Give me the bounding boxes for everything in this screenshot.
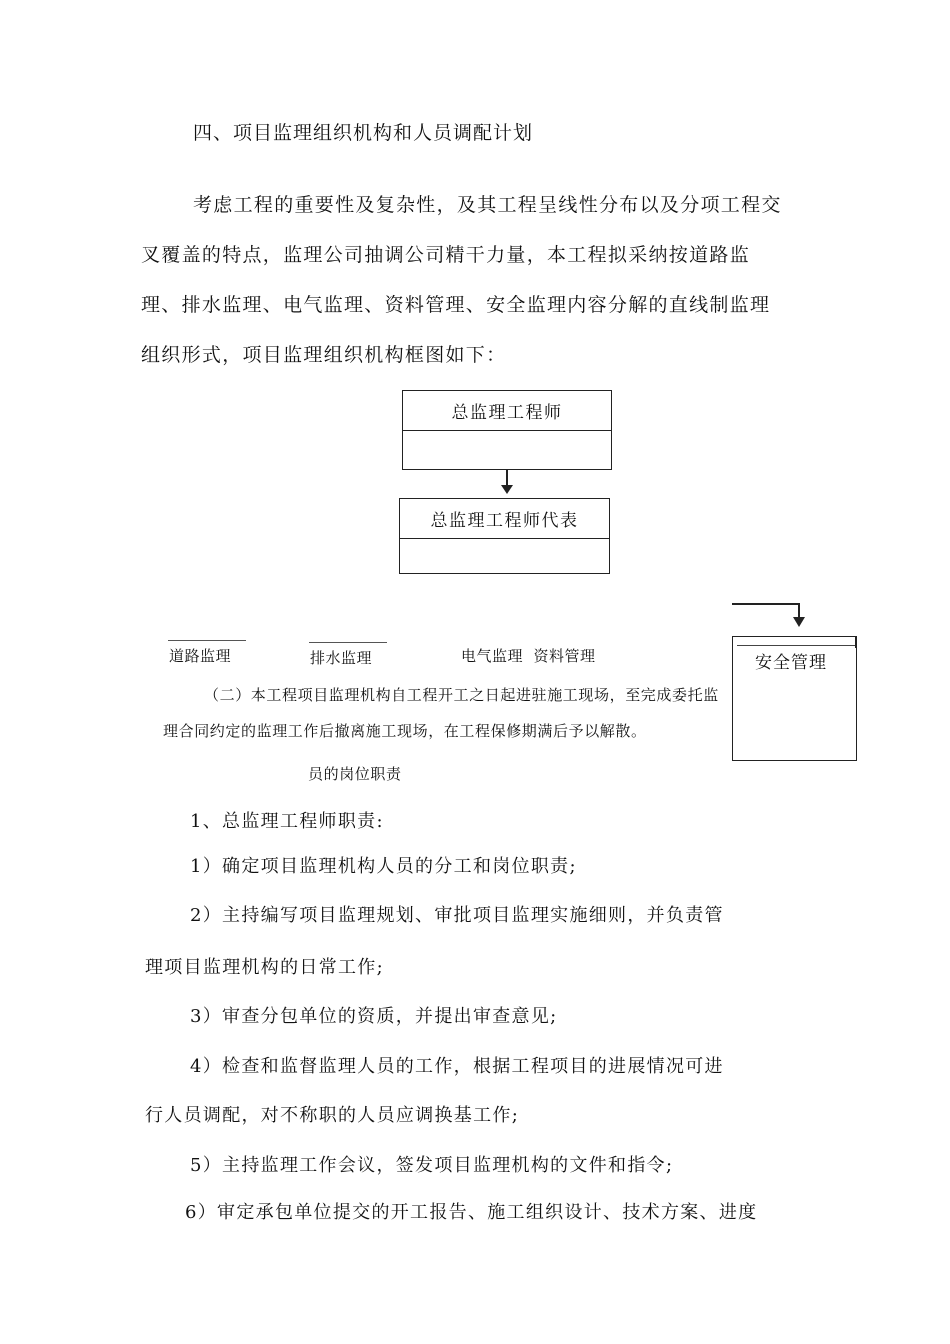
chief-engineer-box: [402, 390, 612, 470]
duty-item-2: 2）主持编写项目监理规划、审批项目监理实施细则，并负责管: [190, 905, 724, 926]
deputy-engineer-label: 总监理工程师代表: [400, 499, 609, 539]
electrical-records-label: 电气监理 资料管理: [461, 647, 596, 665]
duties-title: 1、总监理工程师职责:: [190, 811, 384, 832]
duty-item-1: 1）确定项目监理机构人员的分工和岗位职责;: [190, 856, 577, 877]
safety-label: 安全管理: [755, 653, 827, 673]
duty-item-4-cont: 行人员调配，对不称职的人员应调换基工作;: [145, 1105, 520, 1126]
road-underline: [168, 640, 246, 641]
note-line-2: 理合同约定的监理工作后撤离施工现场，在工程保修期满后予以解散。: [163, 722, 647, 740]
duty-item-2-cont: 理项目监理机构的日常工作;: [145, 957, 384, 978]
down-arrow-icon: [501, 485, 513, 494]
intro-line-3: 理、排水监理、电气监理、资料管理、安全监理内容分解的直线制监理: [141, 294, 771, 316]
note-line-1: （二）本工程项目监理机构自工程开工之日起进驻施工现场，至完成委托监: [204, 686, 719, 704]
drainage-supervision-label: 排水监理: [310, 649, 373, 667]
section-heading: 四、项目监理组织机构和人员调配计划: [193, 122, 534, 144]
intro-line-1: 考虑工程的重要性及复杂性，及其工程呈线性分布以及分项工程交: [193, 194, 782, 216]
safety-inner-tick: [855, 636, 857, 648]
intro-line-2: 叉覆盖的特点，监理公司抽调公司精干力量，本工程拟采纳按道路监: [141, 244, 751, 266]
note-line-3: 员的岗位职责: [308, 765, 402, 783]
deputy-engineer-box: [399, 498, 610, 574]
chief-engineer-label: 总监理工程师: [403, 391, 611, 431]
duty-item-4: 4）检查和监督监理人员的工作，根据工程项目的进展情况可进: [190, 1056, 724, 1077]
drainage-underline: [309, 642, 387, 643]
bracket-line-horizontal: [732, 603, 800, 605]
safety-inner-line: [737, 645, 855, 646]
intro-line-4: 组织形式，项目监理组织机构框图如下：: [141, 344, 507, 366]
duty-item-5: 5）主持监理工作会议，签发项目监理机构的文件和指令;: [190, 1155, 674, 1176]
road-supervision-label: 道路监理: [169, 647, 232, 665]
duty-item-3: 3）审查分包单位的资质，并提出审查意见;: [190, 1006, 558, 1027]
duty-item-6: 6）审定承包单位提交的开工报告、施工组织设计、技术方案、进度: [185, 1202, 758, 1223]
down-arrow-icon: [793, 617, 805, 627]
